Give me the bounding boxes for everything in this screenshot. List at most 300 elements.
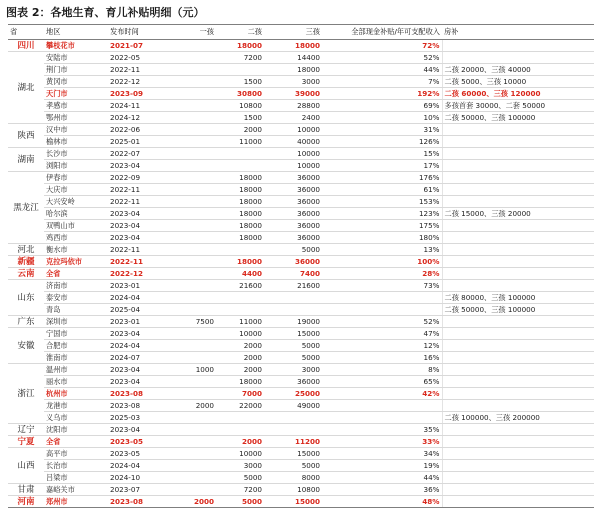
region-cell: 高平市 xyxy=(44,448,108,460)
second-child-cell: 7200 xyxy=(216,484,264,496)
province-cell: 浙江 xyxy=(8,364,44,424)
province-cell: 湖北 xyxy=(8,52,44,124)
housing-cell: 二孩 15000、三孩 20000 xyxy=(442,208,594,220)
third-child-cell: 36000 xyxy=(264,208,322,220)
region-cell: 双鸭山市 xyxy=(44,220,108,232)
table-row xyxy=(8,448,594,460)
third-child-cell: 10800 xyxy=(264,484,322,496)
second-child-cell xyxy=(216,304,264,316)
first-child-cell xyxy=(180,148,216,160)
housing-cell xyxy=(442,40,594,52)
table-row xyxy=(8,304,594,316)
housing-cell: 二孩 100000、三孩 200000 xyxy=(442,412,594,424)
cash-ratio-cell: 31% xyxy=(322,124,442,136)
date-cell: 2025-04 xyxy=(108,304,180,316)
region-cell: 全省 xyxy=(44,436,108,448)
table-body xyxy=(8,40,594,508)
region-cell: 泰安市 xyxy=(44,292,108,304)
date-cell: 2022-09 xyxy=(108,172,180,184)
first-child-cell xyxy=(180,376,216,388)
province-cell: 四川 xyxy=(8,40,44,52)
third-child-cell: 2400 xyxy=(264,112,322,124)
second-child-cell: 18000 xyxy=(216,208,264,220)
first-child-cell xyxy=(180,64,216,76)
table-row xyxy=(8,40,594,52)
first-child-cell xyxy=(180,220,216,232)
second-child-cell xyxy=(216,424,264,436)
table-row xyxy=(8,148,594,160)
second-child-cell xyxy=(216,148,264,160)
first-child-cell xyxy=(180,184,216,196)
table-row xyxy=(8,292,594,304)
second-child-cell: 18000 xyxy=(216,40,264,52)
second-child-cell: 18000 xyxy=(216,256,264,268)
third-child-cell: 36000 xyxy=(264,232,322,244)
housing-cell xyxy=(442,484,594,496)
second-child-cell: 18000 xyxy=(216,196,264,208)
date-cell: 2023-01 xyxy=(108,316,180,328)
third-child-cell xyxy=(264,292,322,304)
first-child-cell xyxy=(180,472,216,484)
cash-ratio-cell: 13% xyxy=(322,244,442,256)
housing-cell xyxy=(442,472,594,484)
figure-title: 图表 2：各地生育、育儿补贴明细（元） xyxy=(6,6,205,19)
first-child-cell xyxy=(180,268,216,280)
date-cell: 2022-12 xyxy=(108,76,180,88)
table-row xyxy=(8,436,594,448)
cash-ratio-cell: 36% xyxy=(322,484,442,496)
second-child-cell: 4400 xyxy=(216,268,264,280)
third-child-cell: 19000 xyxy=(264,316,322,328)
date-cell: 2023-08 xyxy=(108,496,180,508)
second-child-cell xyxy=(216,412,264,424)
first-child-cell xyxy=(180,436,216,448)
third-child-cell xyxy=(264,412,322,424)
province-cell: 河北 xyxy=(8,244,44,256)
table-row xyxy=(8,64,594,76)
second-child-cell: 18000 xyxy=(216,376,264,388)
first-child-cell xyxy=(180,448,216,460)
cash-ratio-cell: 69% xyxy=(322,100,442,112)
date-cell: 2024-04 xyxy=(108,460,180,472)
date-cell: 2023-01 xyxy=(108,280,180,292)
date-cell: 2024-11 xyxy=(108,100,180,112)
date-cell: 2023-04 xyxy=(108,364,180,376)
table-row xyxy=(8,340,594,352)
region-cell: 嘉峪关市 xyxy=(44,484,108,496)
second-child-cell xyxy=(216,160,264,172)
date-cell: 2022-07 xyxy=(108,148,180,160)
region-cell: 丽水市 xyxy=(44,376,108,388)
housing-cell xyxy=(442,460,594,472)
first-child-cell xyxy=(180,208,216,220)
date-cell: 2023-08 xyxy=(108,400,180,412)
region-cell: 青岛 xyxy=(44,304,108,316)
province-cell: 山东 xyxy=(8,280,44,316)
first-child-cell xyxy=(180,232,216,244)
first-child-cell xyxy=(180,124,216,136)
cash-ratio-cell: 17% xyxy=(322,160,442,172)
housing-cell: 多孩首套 30000、二套 50000 xyxy=(442,100,594,112)
second-child-cell: 7000 xyxy=(216,388,264,400)
second-child-cell: 30800 xyxy=(216,88,264,100)
table-row xyxy=(8,244,594,256)
first-child-cell xyxy=(180,52,216,64)
province-cell: 陕西 xyxy=(8,124,44,148)
first-child-cell xyxy=(180,412,216,424)
table-row xyxy=(8,412,594,424)
third-child-cell: 3000 xyxy=(264,76,322,88)
cash-ratio-cell: 19% xyxy=(322,460,442,472)
third-child-cell: 5000 xyxy=(264,340,322,352)
date-cell: 2022-05 xyxy=(108,52,180,64)
date-cell: 2023-05 xyxy=(108,448,180,460)
table-row xyxy=(8,52,594,64)
third-child-cell: 36000 xyxy=(264,220,322,232)
third-child-cell: 25000 xyxy=(264,388,322,400)
housing-cell xyxy=(442,136,594,148)
third-child-cell xyxy=(264,304,322,316)
table-row xyxy=(8,460,594,472)
header-first-child: 一孩 xyxy=(180,25,216,40)
date-cell: 2024-10 xyxy=(108,472,180,484)
second-child-cell: 1500 xyxy=(216,76,264,88)
third-child-cell: 18000 xyxy=(264,40,322,52)
region-cell: 天门市 xyxy=(44,88,108,100)
housing-cell xyxy=(442,256,594,268)
cash-ratio-cell: 72% xyxy=(322,40,442,52)
cash-ratio-cell: 123% xyxy=(322,208,442,220)
housing-cell: 二孩 5000、三孩 10000 xyxy=(442,76,594,88)
table-row xyxy=(8,472,594,484)
third-child-cell: 36000 xyxy=(264,172,322,184)
housing-cell xyxy=(442,124,594,136)
third-child-cell: 15000 xyxy=(264,496,322,508)
date-cell: 2024-07 xyxy=(108,352,180,364)
second-child-cell: 2000 xyxy=(216,340,264,352)
second-child-cell: 10000 xyxy=(216,328,264,340)
second-child-cell: 22000 xyxy=(216,400,264,412)
date-cell: 2025-01 xyxy=(108,136,180,148)
third-child-cell: 15000 xyxy=(264,448,322,460)
table-row xyxy=(8,160,594,172)
cash-ratio-cell: 35% xyxy=(322,424,442,436)
cash-ratio-cell: 126% xyxy=(322,136,442,148)
cash-ratio-cell: 100% xyxy=(322,256,442,268)
third-child-cell: 7400 xyxy=(264,268,322,280)
first-child-cell xyxy=(180,340,216,352)
third-child-cell: 3000 xyxy=(264,364,322,376)
table-row xyxy=(8,136,594,148)
region-cell: 浏阳市 xyxy=(44,160,108,172)
second-child-cell xyxy=(216,244,264,256)
region-cell: 长沙市 xyxy=(44,148,108,160)
region-cell: 深圳市 xyxy=(44,316,108,328)
third-child-cell: 10000 xyxy=(264,148,322,160)
cash-ratio-cell: 7% xyxy=(322,76,442,88)
second-child-cell: 11000 xyxy=(216,136,264,148)
first-child-cell xyxy=(180,172,216,184)
cash-ratio-cell: 180% xyxy=(322,232,442,244)
housing-cell xyxy=(442,160,594,172)
housing-cell: 二孩 50000、三孩 100000 xyxy=(442,112,594,124)
table-row xyxy=(8,364,594,376)
third-child-cell: 36000 xyxy=(264,256,322,268)
province-cell: 安徽 xyxy=(8,328,44,364)
second-child-cell: 2000 xyxy=(216,124,264,136)
region-cell: 安陆市 xyxy=(44,52,108,64)
province-cell: 云南 xyxy=(8,268,44,280)
cash-ratio-cell: 34% xyxy=(322,448,442,460)
header-region: 地区 xyxy=(44,25,108,40)
cash-ratio-cell: 8% xyxy=(322,364,442,376)
region-cell: 大庆市 xyxy=(44,184,108,196)
table-row xyxy=(8,184,594,196)
table-row xyxy=(8,268,594,280)
region-cell: 义乌市 xyxy=(44,412,108,424)
first-child-cell xyxy=(180,40,216,52)
region-cell: 吕梁市 xyxy=(44,472,108,484)
table-row xyxy=(8,76,594,88)
date-cell: 2023-04 xyxy=(108,220,180,232)
province-cell: 新疆 xyxy=(8,256,44,268)
region-cell: 衡水市 xyxy=(44,244,108,256)
cash-ratio-cell: 52% xyxy=(322,52,442,64)
province-cell: 辽宁 xyxy=(8,424,44,436)
cash-ratio-cell: 42% xyxy=(322,388,442,400)
table-row xyxy=(8,220,594,232)
third-child-cell: 14400 xyxy=(264,52,322,64)
table-row xyxy=(8,88,594,100)
region-cell: 鄂州市 xyxy=(44,112,108,124)
date-cell: 2024-12 xyxy=(108,112,180,124)
header-cash-ratio: 全部现金补贴/年可支配收入 xyxy=(322,25,442,40)
table-row xyxy=(8,400,594,412)
date-cell: 2025-03 xyxy=(108,412,180,424)
region-cell: 沈阳市 xyxy=(44,424,108,436)
province-cell: 黑龙江 xyxy=(8,172,44,244)
cash-ratio-cell: 44% xyxy=(322,64,442,76)
province-cell: 河南 xyxy=(8,496,44,508)
housing-cell xyxy=(442,52,594,64)
table-row xyxy=(8,484,594,496)
housing-cell: 二孩 80000、三孩 100000 xyxy=(442,292,594,304)
region-cell: 荆门市 xyxy=(44,64,108,76)
table-row xyxy=(8,172,594,184)
date-cell: 2023-09 xyxy=(108,88,180,100)
cash-ratio-cell: 65% xyxy=(322,376,442,388)
housing-cell xyxy=(442,388,594,400)
third-child-cell: 5000 xyxy=(264,244,322,256)
second-child-cell xyxy=(216,64,264,76)
table-row xyxy=(8,256,594,268)
cash-ratio-cell: 175% xyxy=(322,220,442,232)
date-cell: 2021-07 xyxy=(108,40,180,52)
table-row xyxy=(8,496,594,508)
date-cell: 2023-08 xyxy=(108,388,180,400)
housing-cell: 二孩 50000、三孩 100000 xyxy=(442,304,594,316)
table-row xyxy=(8,124,594,136)
housing-cell xyxy=(442,496,594,508)
date-cell: 2022-11 xyxy=(108,64,180,76)
first-child-cell xyxy=(180,88,216,100)
first-child-cell: 2000 xyxy=(180,496,216,508)
first-child-cell: 7500 xyxy=(180,316,216,328)
header-date: 发布时间 xyxy=(108,25,180,40)
region-cell: 汉中市 xyxy=(44,124,108,136)
cash-ratio-cell: 192% xyxy=(322,88,442,100)
cash-ratio-cell xyxy=(322,400,442,412)
cash-ratio-cell: 61% xyxy=(322,184,442,196)
second-child-cell: 18000 xyxy=(216,220,264,232)
third-child-cell: 39000 xyxy=(264,88,322,100)
cash-ratio-cell xyxy=(322,304,442,316)
third-child-cell: 40000 xyxy=(264,136,322,148)
first-child-cell xyxy=(180,328,216,340)
second-child-cell: 2000 xyxy=(216,364,264,376)
third-child-cell: 21600 xyxy=(264,280,322,292)
housing-cell xyxy=(442,232,594,244)
region-cell: 济南市 xyxy=(44,280,108,292)
housing-cell xyxy=(442,448,594,460)
housing-cell xyxy=(442,352,594,364)
second-child-cell: 2000 xyxy=(216,352,264,364)
header-row xyxy=(8,25,594,40)
housing-cell xyxy=(442,196,594,208)
region-cell: 伊春市 xyxy=(44,172,108,184)
housing-cell xyxy=(442,340,594,352)
first-child-cell xyxy=(180,352,216,364)
header-housing: 房补 xyxy=(442,25,594,40)
first-child-cell xyxy=(180,460,216,472)
table-row xyxy=(8,280,594,292)
third-child-cell: 49000 xyxy=(264,400,322,412)
region-cell: 黄冈市 xyxy=(44,76,108,88)
date-cell: 2023-05 xyxy=(108,436,180,448)
housing-cell xyxy=(442,172,594,184)
region-cell: 淮南市 xyxy=(44,352,108,364)
third-child-cell: 18000 xyxy=(264,64,322,76)
housing-cell xyxy=(442,268,594,280)
second-child-cell: 1500 xyxy=(216,112,264,124)
date-cell: 2023-04 xyxy=(108,232,180,244)
province-cell: 广东 xyxy=(8,316,44,328)
housing-cell xyxy=(442,316,594,328)
first-child-cell xyxy=(180,196,216,208)
region-cell: 孝感市 xyxy=(44,100,108,112)
date-cell: 2024-04 xyxy=(108,340,180,352)
table-row xyxy=(8,376,594,388)
region-cell: 哈尔滨 xyxy=(44,208,108,220)
cash-ratio-cell: 12% xyxy=(322,340,442,352)
cash-ratio-cell: 28% xyxy=(322,268,442,280)
third-child-cell: 36000 xyxy=(264,184,322,196)
header-province: 省 xyxy=(8,25,44,40)
region-cell: 郑州市 xyxy=(44,496,108,508)
header-third-child: 三孩 xyxy=(264,25,322,40)
third-child-cell: 15000 xyxy=(264,328,322,340)
housing-cell xyxy=(442,436,594,448)
cash-ratio-cell: 33% xyxy=(322,436,442,448)
third-child-cell: 36000 xyxy=(264,376,322,388)
table-row xyxy=(8,100,594,112)
housing-cell xyxy=(442,328,594,340)
housing-cell xyxy=(442,400,594,412)
second-child-cell: 2000 xyxy=(216,436,264,448)
second-child-cell: 10000 xyxy=(216,448,264,460)
first-child-cell xyxy=(180,160,216,172)
housing-cell xyxy=(442,376,594,388)
cash-ratio-cell: 16% xyxy=(322,352,442,364)
cash-ratio-cell: 10% xyxy=(322,112,442,124)
housing-cell xyxy=(442,364,594,376)
second-child-cell: 21600 xyxy=(216,280,264,292)
third-child-cell: 10000 xyxy=(264,160,322,172)
cash-ratio-cell: 73% xyxy=(322,280,442,292)
table-row xyxy=(8,112,594,124)
third-child-cell: 10000 xyxy=(264,124,322,136)
first-child-cell xyxy=(180,112,216,124)
cash-ratio-cell: 48% xyxy=(322,496,442,508)
region-cell: 全省 xyxy=(44,268,108,280)
first-child-cell xyxy=(180,424,216,436)
first-child-cell xyxy=(180,136,216,148)
third-child-cell: 5000 xyxy=(264,460,322,472)
date-cell: 2023-04 xyxy=(108,328,180,340)
first-child-cell xyxy=(180,388,216,400)
date-cell: 2022-11 xyxy=(108,256,180,268)
date-cell: 2022-06 xyxy=(108,124,180,136)
second-child-cell: 7200 xyxy=(216,52,264,64)
third-child-cell: 5000 xyxy=(264,352,322,364)
date-cell: 2022-11 xyxy=(108,244,180,256)
province-cell: 甘肃 xyxy=(8,484,44,496)
region-cell: 温州市 xyxy=(44,364,108,376)
first-child-cell: 1000 xyxy=(180,364,216,376)
date-cell: 2023-04 xyxy=(108,208,180,220)
first-child-cell xyxy=(180,304,216,316)
date-cell: 2024-04 xyxy=(108,292,180,304)
cash-ratio-cell: 15% xyxy=(322,148,442,160)
province-cell: 宁夏 xyxy=(8,436,44,448)
region-cell: 宁国市 xyxy=(44,328,108,340)
second-child-cell: 5000 xyxy=(216,472,264,484)
date-cell: 2023-04 xyxy=(108,424,180,436)
province-cell: 山西 xyxy=(8,448,44,484)
table-row xyxy=(8,328,594,340)
table-row xyxy=(8,424,594,436)
region-cell: 榆林市 xyxy=(44,136,108,148)
first-child-cell xyxy=(180,76,216,88)
first-child-cell xyxy=(180,100,216,112)
date-cell: 2022-12 xyxy=(108,268,180,280)
third-child-cell: 8000 xyxy=(264,472,322,484)
date-cell: 2022-11 xyxy=(108,184,180,196)
housing-cell: 二孩 60000、三孩 120000 xyxy=(442,88,594,100)
region-cell: 攀枝花市 xyxy=(44,40,108,52)
table-row xyxy=(8,196,594,208)
housing-cell xyxy=(442,220,594,232)
third-child-cell xyxy=(264,424,322,436)
second-child-cell: 10800 xyxy=(216,100,264,112)
first-child-cell xyxy=(180,292,216,304)
region-cell: 鸡西市 xyxy=(44,232,108,244)
housing-cell xyxy=(442,148,594,160)
third-child-cell: 11200 xyxy=(264,436,322,448)
housing-cell xyxy=(442,424,594,436)
cash-ratio-cell: 44% xyxy=(322,472,442,484)
first-child-cell: 2000 xyxy=(180,400,216,412)
